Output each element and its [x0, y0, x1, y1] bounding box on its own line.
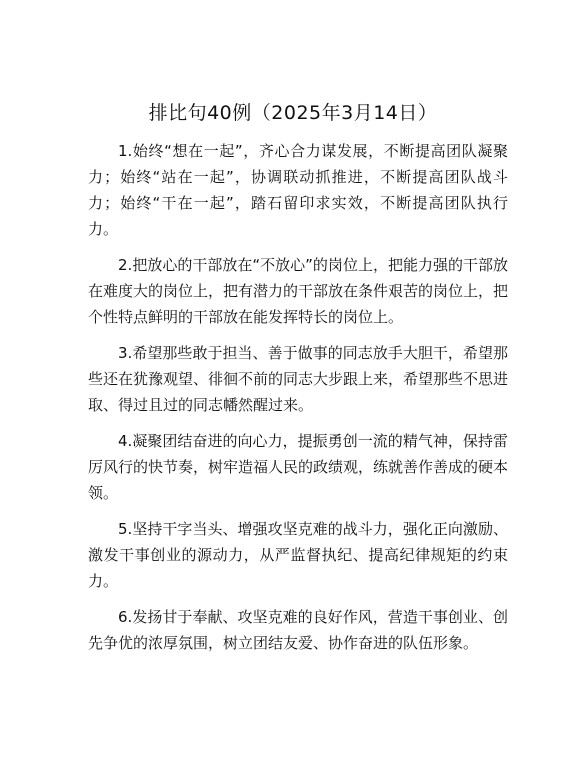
paragraph-2: 2.把放心的干部放在“不放心”的岗位上，把能力强的干部放在难度大的岗位上，把有潜力的干部放在条件艰苦的岗位上，把个性特点鲜明的干部放在能发挥特长的岗位上。 [88, 256, 509, 326]
paragraph-4: 4.凝聚团结奋进的向心力，提振勇创一流的精气神，保持雷厉风行的快节奏，树牢造福人民的政绩观，练就善作善成的硬本领。 [88, 432, 509, 502]
paragraph-5: 5.坚持干字当头、增强攻坚克难的战斗力，强化正向激励、激发干事创业的源动力，从严监督执纪、提高纪律规矩的约束力。 [88, 520, 508, 590]
paragraph-6: 6.发扬甘于奉献、攻坚克难的良好作风，营造干事创业、创先争优的浓厚氛围，树立团结友爱、协作奋进的队伍形象。 [88, 608, 508, 652]
paragraph-3: 3.希望那些敢于担当、善于做事的同志放手大胆干，希望那些还在犹豫观望、徘徊不前的同志大步跟上来，希望那些不思进取、得过且过的同志幡然醒过来。 [88, 344, 509, 414]
paragraph-1: 1.始终“想在一起”，齐心合力谋发展，不断提高团队凝聚力；始终“站在一起”，协调联动抓推进，不断提高团队战斗力；始终“干在一起”，踏石留印求实效，不断提高团队执行力。 [88, 142, 508, 238]
document-title: 排比句40例（2025年3月14日） [148, 102, 438, 124]
